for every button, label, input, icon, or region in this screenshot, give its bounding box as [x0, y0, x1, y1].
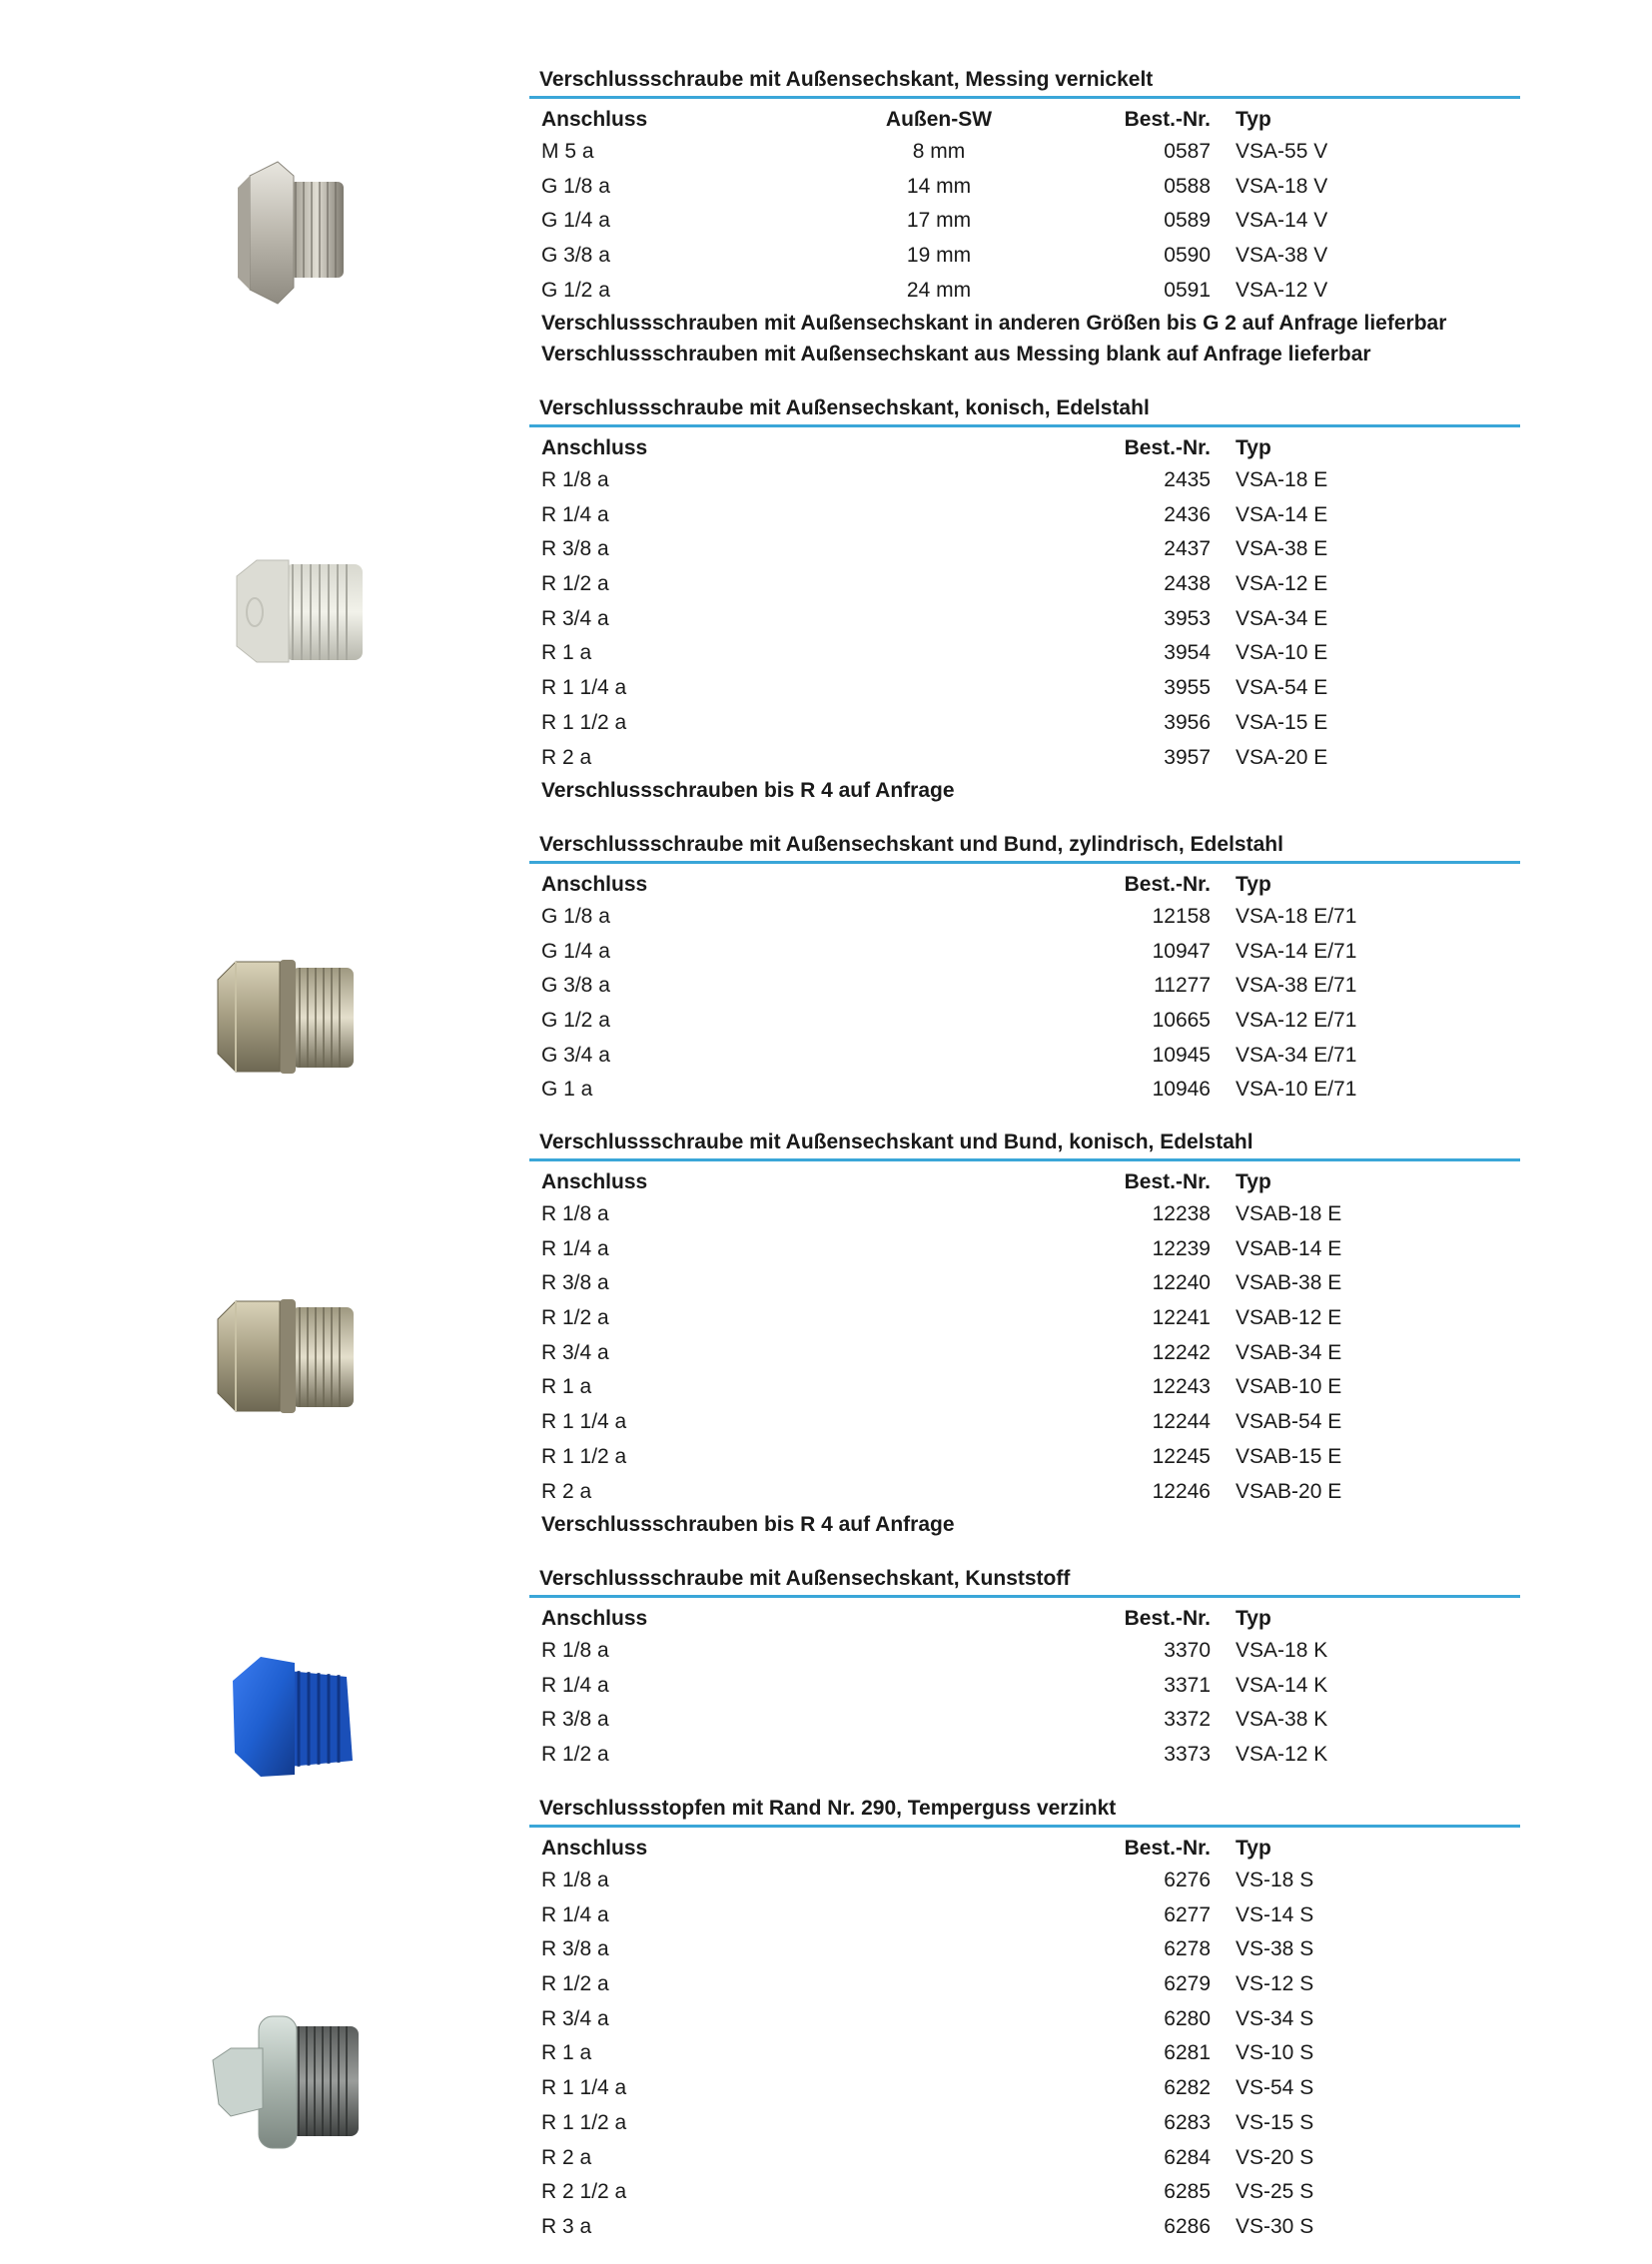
cell-best-nr: 12245 [1152, 1444, 1211, 1468]
section-title: Verschlussschraube mit Außensechskant und Bund, zylindrisch, Edelstahl [539, 833, 1283, 856]
cell-best-nr: 10947 [1152, 939, 1211, 963]
table-row [539, 1197, 1530, 1232]
section-title: Verschlussstopfen mit Rand Nr. 290, Temperguss verzinkt [539, 1797, 1117, 1820]
cell-anschluss: G 3/8 a [541, 974, 610, 998]
cell-typ: VSAB-20 E [1236, 1479, 1342, 1503]
cell-typ: VS-25 S [1236, 2180, 1314, 2204]
cell-anschluss: G 1/8 a [541, 905, 610, 928]
table-body [539, 1634, 1530, 1773]
cell-anschluss: R 1/8 a [541, 1202, 609, 1225]
cell-best-nr: 10946 [1152, 1078, 1211, 1102]
cell-best-nr: 0591 [1164, 278, 1211, 302]
cell-best-nr: 3373 [1164, 1743, 1211, 1767]
header-best-nr: Best.-Nr. [1124, 873, 1211, 896]
cell-typ: VSA-10 E [1236, 641, 1328, 665]
cell-typ: VS-14 S [1236, 1902, 1314, 1926]
header-best-nr: Best.-Nr. [1124, 1170, 1211, 1193]
table-header [539, 99, 1530, 135]
table-row [539, 1336, 1530, 1371]
cell-anschluss: R 1/8 a [541, 468, 609, 491]
cell-best-nr: 10665 [1152, 1009, 1211, 1033]
cell-anschluss: R 1 1/2 a [541, 1444, 627, 1468]
cell-typ: VSA-20 E [1236, 745, 1328, 769]
table-row [539, 1370, 1530, 1405]
cell-anschluss: R 1/4 a [541, 1236, 609, 1260]
cell-typ: VSA-38 V [1236, 244, 1328, 268]
table-row [539, 741, 1530, 776]
cell-anschluss: R 1 1/4 a [541, 1410, 627, 1434]
section-title: Verschlussschraube mit Außensechskant, konisch, Edelstahl [539, 396, 1150, 419]
cell-typ: VSA-34 E/71 [1236, 1043, 1357, 1067]
header-anschluss: Anschluss [541, 1607, 648, 1630]
cell-typ: VSAB-34 E [1236, 1340, 1342, 1364]
cell-best-nr: 2438 [1164, 572, 1211, 596]
cell-anschluss: R 1/2 a [541, 1306, 609, 1330]
cell-typ: VSA-38 E [1236, 537, 1328, 561]
table-row [539, 1039, 1530, 1074]
cell-best-nr: 0589 [1164, 209, 1211, 233]
table-row [539, 1266, 1530, 1301]
table-row [539, 2071, 1530, 2106]
cell-typ: VSA-38 K [1236, 1708, 1328, 1732]
header-anschluss: Anschluss [541, 108, 648, 131]
cell-best-nr: 6282 [1164, 2076, 1211, 2100]
product-section-stainless-collar-cylindrical [539, 829, 1530, 1108]
cell-anschluss: R 1/2 a [541, 1972, 609, 1996]
table-row [539, 498, 1530, 533]
cell-aussen-sw: 17 mm [906, 209, 972, 233]
table-row [539, 1440, 1530, 1475]
malleable-iron-plug-photo [205, 2012, 370, 2152]
table-header [539, 427, 1530, 463]
cell-typ: VSAB-54 E [1236, 1410, 1342, 1434]
table-row [539, 1932, 1530, 1967]
table-row [539, 239, 1530, 274]
cell-typ: VS-15 S [1236, 2110, 1314, 2134]
cell-typ: VSA-14 E/71 [1236, 939, 1357, 963]
table-row [539, 532, 1530, 567]
cell-best-nr: 6285 [1164, 2180, 1211, 2204]
table-row [539, 636, 1530, 671]
cell-anschluss: R 1/4 a [541, 502, 609, 526]
cell-best-nr: 3953 [1164, 606, 1211, 630]
table-row [539, 170, 1530, 205]
cell-anschluss: R 3/8 a [541, 1937, 609, 1961]
cell-anschluss: R 3/4 a [541, 1340, 609, 1364]
cell-best-nr: 0588 [1164, 174, 1211, 198]
table-row [539, 1004, 1530, 1039]
stainless-collar-cylindrical-plug-photo [212, 954, 362, 1079]
header-anschluss: Anschluss [541, 1170, 648, 1193]
table-row [539, 1301, 1530, 1336]
cell-anschluss: G 1/4 a [541, 209, 610, 233]
cell-anschluss: R 1/4 a [541, 1902, 609, 1926]
table-row [539, 602, 1530, 637]
cell-best-nr: 12246 [1152, 1479, 1211, 1503]
cell-best-nr: 2435 [1164, 468, 1211, 491]
cell-best-nr: 3370 [1164, 1639, 1211, 1662]
cell-best-nr: 2436 [1164, 502, 1211, 526]
cell-typ: VSA-18 E/71 [1236, 905, 1357, 928]
cell-best-nr: 6277 [1164, 1902, 1211, 1926]
cell-typ: VS-38 S [1236, 1937, 1314, 1961]
table-header [539, 1828, 1530, 1864]
cell-best-nr: 2437 [1164, 537, 1211, 561]
cell-anschluss: R 1/2 a [541, 1743, 609, 1767]
header-typ: Typ [1236, 1170, 1271, 1193]
cell-best-nr: 6286 [1164, 2214, 1211, 2238]
cell-typ: VSA-14 E [1236, 502, 1328, 526]
cell-typ: VSA-54 E [1236, 676, 1328, 700]
cell-anschluss: R 1/2 a [541, 572, 609, 596]
cell-aussen-sw: 8 mm [912, 140, 966, 163]
cell-best-nr: 6284 [1164, 2145, 1211, 2169]
cell-best-nr: 3955 [1164, 676, 1211, 700]
cell-typ: VSAB-18 E [1236, 1202, 1342, 1225]
cell-best-nr: 12244 [1152, 1410, 1211, 1434]
cell-best-nr: 0590 [1164, 244, 1211, 268]
cell-anschluss: R 3 a [541, 2214, 592, 2238]
cell-typ: VSA-14 K [1236, 1673, 1328, 1697]
cell-anschluss: R 1 1/4 a [541, 676, 627, 700]
cell-best-nr: 3372 [1164, 1708, 1211, 1732]
cell-best-nr: 12241 [1152, 1306, 1211, 1330]
header-anschluss: Anschluss [541, 1837, 648, 1860]
cell-typ: VS-30 S [1236, 2214, 1314, 2238]
cell-anschluss: M 5 a [541, 140, 594, 163]
section-title: Verschlussschraube mit Außensechskant, Messing vernickelt [539, 68, 1154, 91]
table-row [539, 1669, 1530, 1704]
section-note: Verschlussschrauben mit Außensechskant in anderen Größen bis G 2 auf Anfrage lieferbar [541, 312, 1447, 336]
product-section-plastic [539, 1563, 1530, 1773]
table-row [539, 1864, 1530, 1898]
table-body [539, 135, 1530, 308]
cell-anschluss: R 2 a [541, 745, 592, 769]
cell-aussen-sw: 19 mm [906, 244, 972, 268]
cell-anschluss: R 2 a [541, 1479, 592, 1503]
cell-typ: VSA-12 E [1236, 572, 1328, 596]
section-title: Verschlussschraube mit Außensechskant und Bund, konisch, Edelstahl [539, 1131, 1253, 1153]
cell-best-nr: 6281 [1164, 2041, 1211, 2065]
cell-best-nr: 11277 [1154, 974, 1211, 998]
header-best-nr: Best.-Nr. [1124, 1607, 1211, 1630]
cell-anschluss: R 3/8 a [541, 1708, 609, 1732]
cell-best-nr: 12242 [1152, 1340, 1211, 1364]
table-row [539, 1703, 1530, 1738]
cell-typ: VS-12 S [1236, 1972, 1314, 1996]
table-row [539, 1232, 1530, 1267]
cell-typ: VSA-18 E [1236, 468, 1328, 491]
cell-anschluss: R 1/8 a [541, 1639, 609, 1662]
header-best-nr: Best.-Nr. [1124, 436, 1211, 459]
table-header [539, 1598, 1530, 1634]
cell-anschluss: R 1 1/2 a [541, 710, 627, 734]
table-row [539, 567, 1530, 602]
table-header [539, 1161, 1530, 1197]
table-row [539, 2210, 1530, 2245]
table-row [539, 1405, 1530, 1440]
cell-anschluss: R 3/4 a [541, 2006, 609, 2030]
cell-anschluss: R 1 1/4 a [541, 2076, 627, 2100]
product-section-malleable-iron [539, 1793, 1530, 2245]
table-row [539, 2106, 1530, 2141]
cell-best-nr: 12239 [1152, 1236, 1211, 1260]
cell-typ: VSA-12 V [1236, 278, 1328, 302]
cell-best-nr: 0587 [1164, 140, 1211, 163]
cell-typ: VS-10 S [1236, 2041, 1314, 2065]
cell-best-nr: 3371 [1164, 1673, 1211, 1697]
cell-anschluss: G 3/4 a [541, 1043, 610, 1067]
cell-best-nr: 12243 [1152, 1375, 1211, 1399]
cell-typ: VSA-18 V [1236, 174, 1328, 198]
cell-aussen-sw: 14 mm [906, 174, 972, 198]
table-row [539, 135, 1530, 170]
cell-typ: VSAB-10 E [1236, 1375, 1342, 1399]
cell-typ: VSA-15 E [1236, 710, 1328, 734]
cell-best-nr: 6278 [1164, 1937, 1211, 1961]
cell-typ: VSA-38 E/71 [1236, 974, 1357, 998]
table-body [539, 463, 1530, 775]
cell-anschluss: R 1 a [541, 641, 592, 665]
table-row [539, 2141, 1530, 2176]
table-row [539, 1738, 1530, 1773]
cell-best-nr: 6279 [1164, 1972, 1211, 1996]
cell-typ: VSA-34 E [1236, 606, 1328, 630]
cell-best-nr: 12238 [1152, 1202, 1211, 1225]
stainless-conical-plug-photo [225, 554, 375, 669]
table-body [539, 1197, 1530, 1509]
cell-typ: VSAB-14 E [1236, 1236, 1342, 1260]
cell-anschluss: R 1/4 a [541, 1673, 609, 1697]
cell-anschluss: R 3/4 a [541, 606, 609, 630]
cell-anschluss: G 1/2 a [541, 278, 610, 302]
table-row [539, 1967, 1530, 2002]
header-typ: Typ [1236, 873, 1271, 896]
header-anschluss: Anschluss [541, 873, 648, 896]
cell-anschluss: R 2 a [541, 2145, 592, 2169]
cell-anschluss: R 1 a [541, 1375, 592, 1399]
table-header [539, 864, 1530, 900]
cell-best-nr: 6276 [1164, 1869, 1211, 1891]
cell-typ: VSA-12 K [1236, 1743, 1328, 1767]
header-anschluss: Anschluss [541, 436, 648, 459]
cell-best-nr: 3956 [1164, 710, 1211, 734]
product-section-stainless-conical [539, 392, 1530, 806]
section-notes [539, 1509, 1530, 1540]
cell-typ: VSAB-15 E [1236, 1444, 1342, 1468]
cell-typ: VS-54 S [1236, 2076, 1314, 2100]
cell-typ: VSA-10 E/71 [1236, 1078, 1357, 1102]
header-typ: Typ [1236, 1837, 1271, 1860]
cell-anschluss: R 1 1/2 a [541, 2110, 627, 2134]
cell-best-nr: 10945 [1152, 1043, 1211, 1067]
cell-anschluss: R 1 a [541, 2041, 592, 2065]
cell-typ: VS-20 S [1236, 2145, 1314, 2169]
table-row [539, 1898, 1530, 1933]
cell-typ: VS-34 S [1236, 2006, 1314, 2030]
cell-typ: VS-18 S [1236, 1869, 1314, 1891]
cell-best-nr: 6280 [1164, 2006, 1211, 2030]
cell-anschluss: R 3/8 a [541, 1271, 609, 1295]
table-row [539, 1634, 1530, 1669]
cell-best-nr: 3957 [1164, 745, 1211, 769]
cell-anschluss: R 3/8 a [541, 537, 609, 561]
cell-typ: VSA-12 E/71 [1236, 1009, 1357, 1033]
section-notes [539, 308, 1530, 370]
table-body [539, 900, 1530, 1108]
table-row [539, 204, 1530, 239]
cell-typ: VSA-18 K [1236, 1639, 1328, 1662]
table-row [539, 1475, 1530, 1510]
cell-anschluss: R 2 1/2 a [541, 2180, 627, 2204]
table-row [539, 706, 1530, 741]
table-row [539, 969, 1530, 1004]
section-note: Verschlussschrauben bis R 4 auf Anfrage [541, 1513, 955, 1537]
table-row [539, 671, 1530, 706]
header-best-nr: Best.-Nr. [1124, 108, 1211, 131]
header-typ: Typ [1236, 108, 1271, 131]
cell-anschluss: R 1/8 a [541, 1869, 609, 1891]
cell-typ: VSAB-38 E [1236, 1271, 1342, 1295]
cell-anschluss: G 3/8 a [541, 244, 610, 268]
product-section-stainless-collar-conical [539, 1127, 1530, 1540]
cell-anschluss: G 1/4 a [541, 939, 610, 963]
cell-best-nr: 12158 [1152, 905, 1211, 928]
cell-best-nr: 3954 [1164, 641, 1211, 665]
cell-aussen-sw: 24 mm [906, 278, 972, 302]
cell-best-nr: 12240 [1152, 1271, 1211, 1295]
cell-anschluss: G 1 a [541, 1078, 593, 1102]
section-note: Verschlussschrauben mit Außensechskant aus Messing blank auf Anfrage lieferbar [541, 343, 1371, 367]
section-title: Verschlussschraube mit Außensechskant, Kunststoff [539, 1567, 1071, 1590]
table-row [539, 274, 1530, 309]
section-note: Verschlussschrauben bis R 4 auf Anfrage [541, 779, 955, 803]
product-section-nickel-brass [539, 64, 1530, 370]
cell-typ: VSA-55 V [1236, 140, 1328, 163]
header-typ: Typ [1236, 436, 1271, 459]
table-row [539, 2002, 1530, 2037]
table-row [539, 1073, 1530, 1108]
cell-typ: VSAB-12 E [1236, 1306, 1342, 1330]
stainless-collar-conical-plug-photo [212, 1293, 362, 1418]
table-row [539, 2036, 1530, 2071]
table-row [539, 900, 1530, 935]
plastic-plug-photo [225, 1651, 360, 1781]
table-row [539, 463, 1530, 498]
header-best-nr: Best.-Nr. [1124, 1837, 1211, 1860]
header-aussen-sw: Außen-SW [885, 108, 993, 131]
header-typ: Typ [1236, 1607, 1271, 1630]
section-notes [539, 775, 1530, 806]
nickel-brass-plug-photo [228, 158, 368, 308]
cell-best-nr: 6283 [1164, 2110, 1211, 2134]
cell-anschluss: G 1/8 a [541, 174, 610, 198]
cell-typ: VSA-14 V [1236, 209, 1328, 233]
table-row [539, 2175, 1530, 2210]
cell-anschluss: G 1/2 a [541, 1009, 610, 1033]
table-body [539, 1864, 1530, 2245]
table-row [539, 935, 1530, 970]
